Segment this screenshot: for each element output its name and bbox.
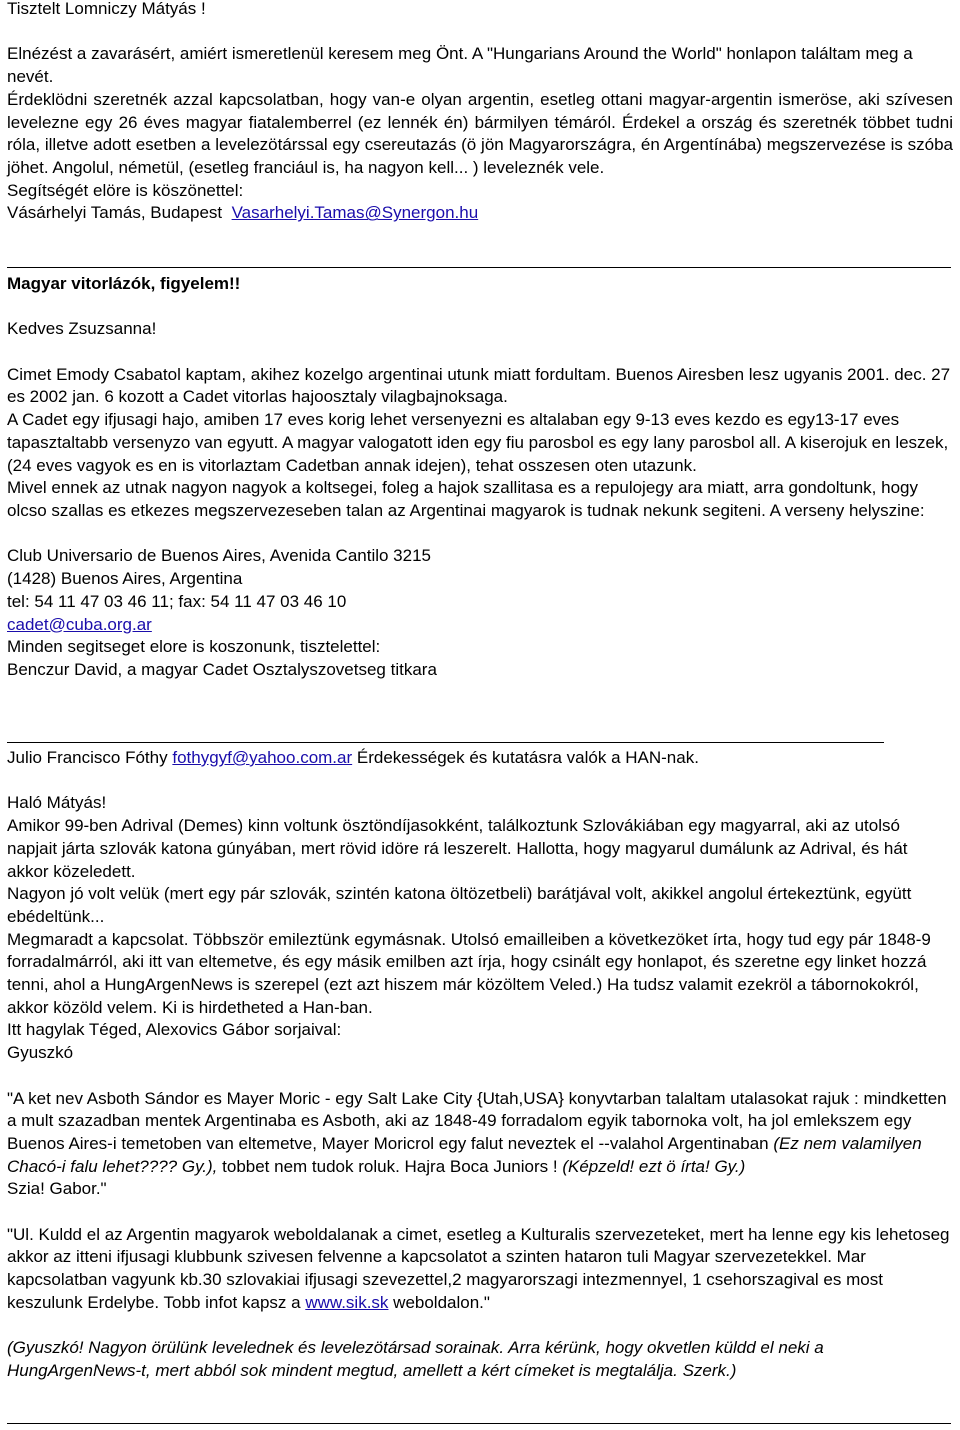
letter-2-closing: Minden segitseget elore is koszonunk, tisztelettel: [7, 637, 381, 657]
quote-1-text-a: "A ket nev Asboth Sándor es Mayer Moric - egy Salt Lake City {Utah,USA} konyvtarban talaltam utalasokat rajuk : mindketten a mult szazadban mentek Argentinaba es Asboth, aki az 1848-49 forradalom egyik tabornoka volt, ha jol emlekszem egy Buenos Aires-i temetoben van eltemetve, Mayer Moricrol egy falut neveztek el --valahol Argentinaban [7, 1088, 947, 1153]
letter-2-paragraph-2: A Cadet egy ifjusagi hajo, amiben 17 eves korig lehet versenyezni es altalaban egy 9-13 eves kezdo es egy13-17 eves tapasztaltabb versenyzo van egyutt. A magyar valogatott iden egy fiu parosbol es egy lany parosbol all. A kiserojuk en leszek, (24 eves vagyok es en is vitorlaztam Cadetban annak idejen), tehat osszesen oten utazunk. [7, 410, 949, 475]
letter-3-subject: Érdekességek és kutatásra valók a HAN-nak. [356, 748, 699, 767]
letter-3-quote-1-end: Szia! Gabor." [7, 1179, 107, 1199]
quote-1-text-b: tobbet nem tudok roluk. Hajra Boca Juniors ! [217, 1156, 563, 1176]
quote-1-italic-note-1: (Ez nem valamilyen Chacó-i falu lehet???? Gy.), [7, 1133, 922, 1176]
letter-3-email-link[interactable]: fothygyf@yahoo.com.ar [172, 748, 353, 767]
letter-2-paragraph-3: Mivel ennek az utnak nagyon nagyok a koltsegei, foleg a hajok szallitasa es a repulojegy ara miatt, arra gondoltunk, hogy olcso szallas es etkezes megszervezeseben talan az Argentinai magyarok is tudnak nekunk segiteni. A verseny helyszine: [7, 478, 925, 520]
letter-3-paragraph-3: Megmaradt a kapcsolat. Többször emileztünk egymásnak. Utolsó emailleiben a következöket írta, hogy tud egy pár 1848-9 forradalmárról, aki itt van eltemetve, és egy másik emilben azt írja, hogy csinált egy honlapot, és szeretne egy linket hozzá tenni, ahol a HungArgenNews is szerepel (ezt azt hiszem már közöltem Veled.) Ha tudsz valamit ezekröl a tábornokokról, akkor közöld velem. Ki is hirdetheted a Han-ban. [7, 929, 931, 1017]
letter-1-paragraph-2: Érdeklödni szeretnék azzal kapcsolatban, hogy van-e olyan argentin, esetleg ottani magyar-argentin ismeröse, aki szívesen levelezne egy 26 éves magyar fiatalemberrel (ez lennék én) bármilyen témáról. Érdekel a ország és szeretnék többet tudni róla, illetve adott esetben a levelezötárssal egy csereutazás (ö jön Magyarországra, én Argentínába) megszervezése is szóba jöhet. Angolul, németül, (esetleg franciául is, ha nagyon kell... ) leveleznék vele. [7, 89, 953, 177]
letter-1-paragraph-1: Elnézést a zavarásért, amiért ismeretlenül keresem meg Önt. A "Hungarians Around the World" honlapon találtam meg a nevét. [7, 44, 913, 87]
letter-2 [7, 273, 953, 682]
letter-1-signature: Vásárhelyi Tamás, Budapest [7, 203, 223, 223]
letter-2-address-line-3: tel: 54 11 47 03 46 11; fax: 54 11 47 03 46 10 [7, 591, 347, 611]
quote-2-website-link[interactable]: www.sik.sk [305, 1292, 389, 1312]
letter-2-email-link[interactable]: cadet@cuba.org.ar [7, 614, 152, 634]
letter-3-greeting: Haló Mátyás! [7, 793, 107, 813]
letter-3-paragraph-2: Nagyon jó volt velük (mert egy pár szlovák, szintén katona öltözetbeli) barátjával volt, akikkel angolul értekeztünk, együtt ebédeltünk... [7, 884, 912, 926]
letter-1 [7, 0, 953, 225]
letter-2-heading: Magyar vitorlázók, figyelem!! [7, 274, 241, 293]
letter-1-greeting: Tisztelt Lomniczy Mátyás ! [7, 0, 206, 18]
letter-1-thanks: Segítségét elöre is köszönettel: [7, 180, 244, 200]
letter-3-paragraph-4: Itt hagylak Téged, Alexovics Gábor sorjaival: [7, 1020, 342, 1040]
letter-1-signature-line [7, 202, 953, 225]
divider-2 [7, 742, 884, 743]
letter-3-editor-note: (Gyuszkó! Nagyon örülünk levelednek és levelezötársad sorainak. Arra kérünk, hogy okvetlen küldd el neki a HungArgenNews-t, mert abból sok mindent megtud, amellett a kért címeket is megtalálja. Szerk.) [7, 1338, 824, 1380]
letter-2-greeting: Kedves Zsuzsanna! [7, 319, 157, 339]
divider-3 [7, 1423, 951, 1424]
letter-3-paragraph-5: Gyuszkó [7, 1043, 74, 1063]
letter-2-address-line-2: (1428) Buenos Aires, Argentina [7, 569, 243, 589]
letter-3-author: Julio Francisco Fóthy [7, 748, 168, 767]
letter-3-header-line [7, 747, 953, 770]
letter-2-address-line-1: Club Universario de Buenos Aires, Avenida Cantilo 3215 [7, 546, 432, 566]
letter-3 [7, 747, 953, 1383]
letter-1-email-link[interactable]: Vasarhelyi.Tamas@Synergon.hu [231, 203, 479, 223]
divider-1 [7, 267, 951, 268]
quote-2-text-a: "Ul. Kuldd el az Argentin magyarok weboldalanak a cimet, esetleg a Kulturalis szervezeteket, mert ha lenne egy kis lehetoseg akkor az itteni ifjusagi klubbunk szivesen felvenne a kapcsolatot a szinten hataron tuli Magyar szervezetekkel. Mar kapcsolatban vagyunk kb.30 szlovakiai ifjusagi szevezettel,2 magyarorszagi intezmennyel, 1 csehorszagival es most keszulunk Erdelybe. Tobb infot kapsz a [7, 1224, 950, 1312]
letter-3-quote-2 [7, 1224, 953, 1315]
quote-1-italic-note-2: (Képzeld! ezt ö írta! Gy.) [562, 1156, 746, 1176]
quote-2-text-b: weboldalon." [388, 1292, 490, 1312]
letter-3-paragraph-1: Amikor 99-ben Adrival (Demes) kinn voltunk ösztöndíjasokként, találkoztunk Szlovákiában egy magyarral, aki az utolsó napjait járta szlovák katona gúnyában, mert rövid idöre rá leszerelt. Hallotta, hogy magyarul dumálunk az Adrival, és hát akkor közeledett. [7, 816, 908, 881]
letter-2-signature: Benczur David, a magyar Cadet Osztalyszovetseg titkara [7, 659, 437, 679]
letter-2-paragraph-1: Cimet Emody Csabatol kaptam, akihez kozelgo argentinai utunk miatt fordultam. Buenos Airesben lesz ugyanis 2001. dec. 27 es 2002 jan. 6 kozott a Cadet vitorlas hajoosztaly vilagbajnoksaga. [7, 364, 951, 407]
letter-3-quote-1 [7, 1088, 953, 1179]
